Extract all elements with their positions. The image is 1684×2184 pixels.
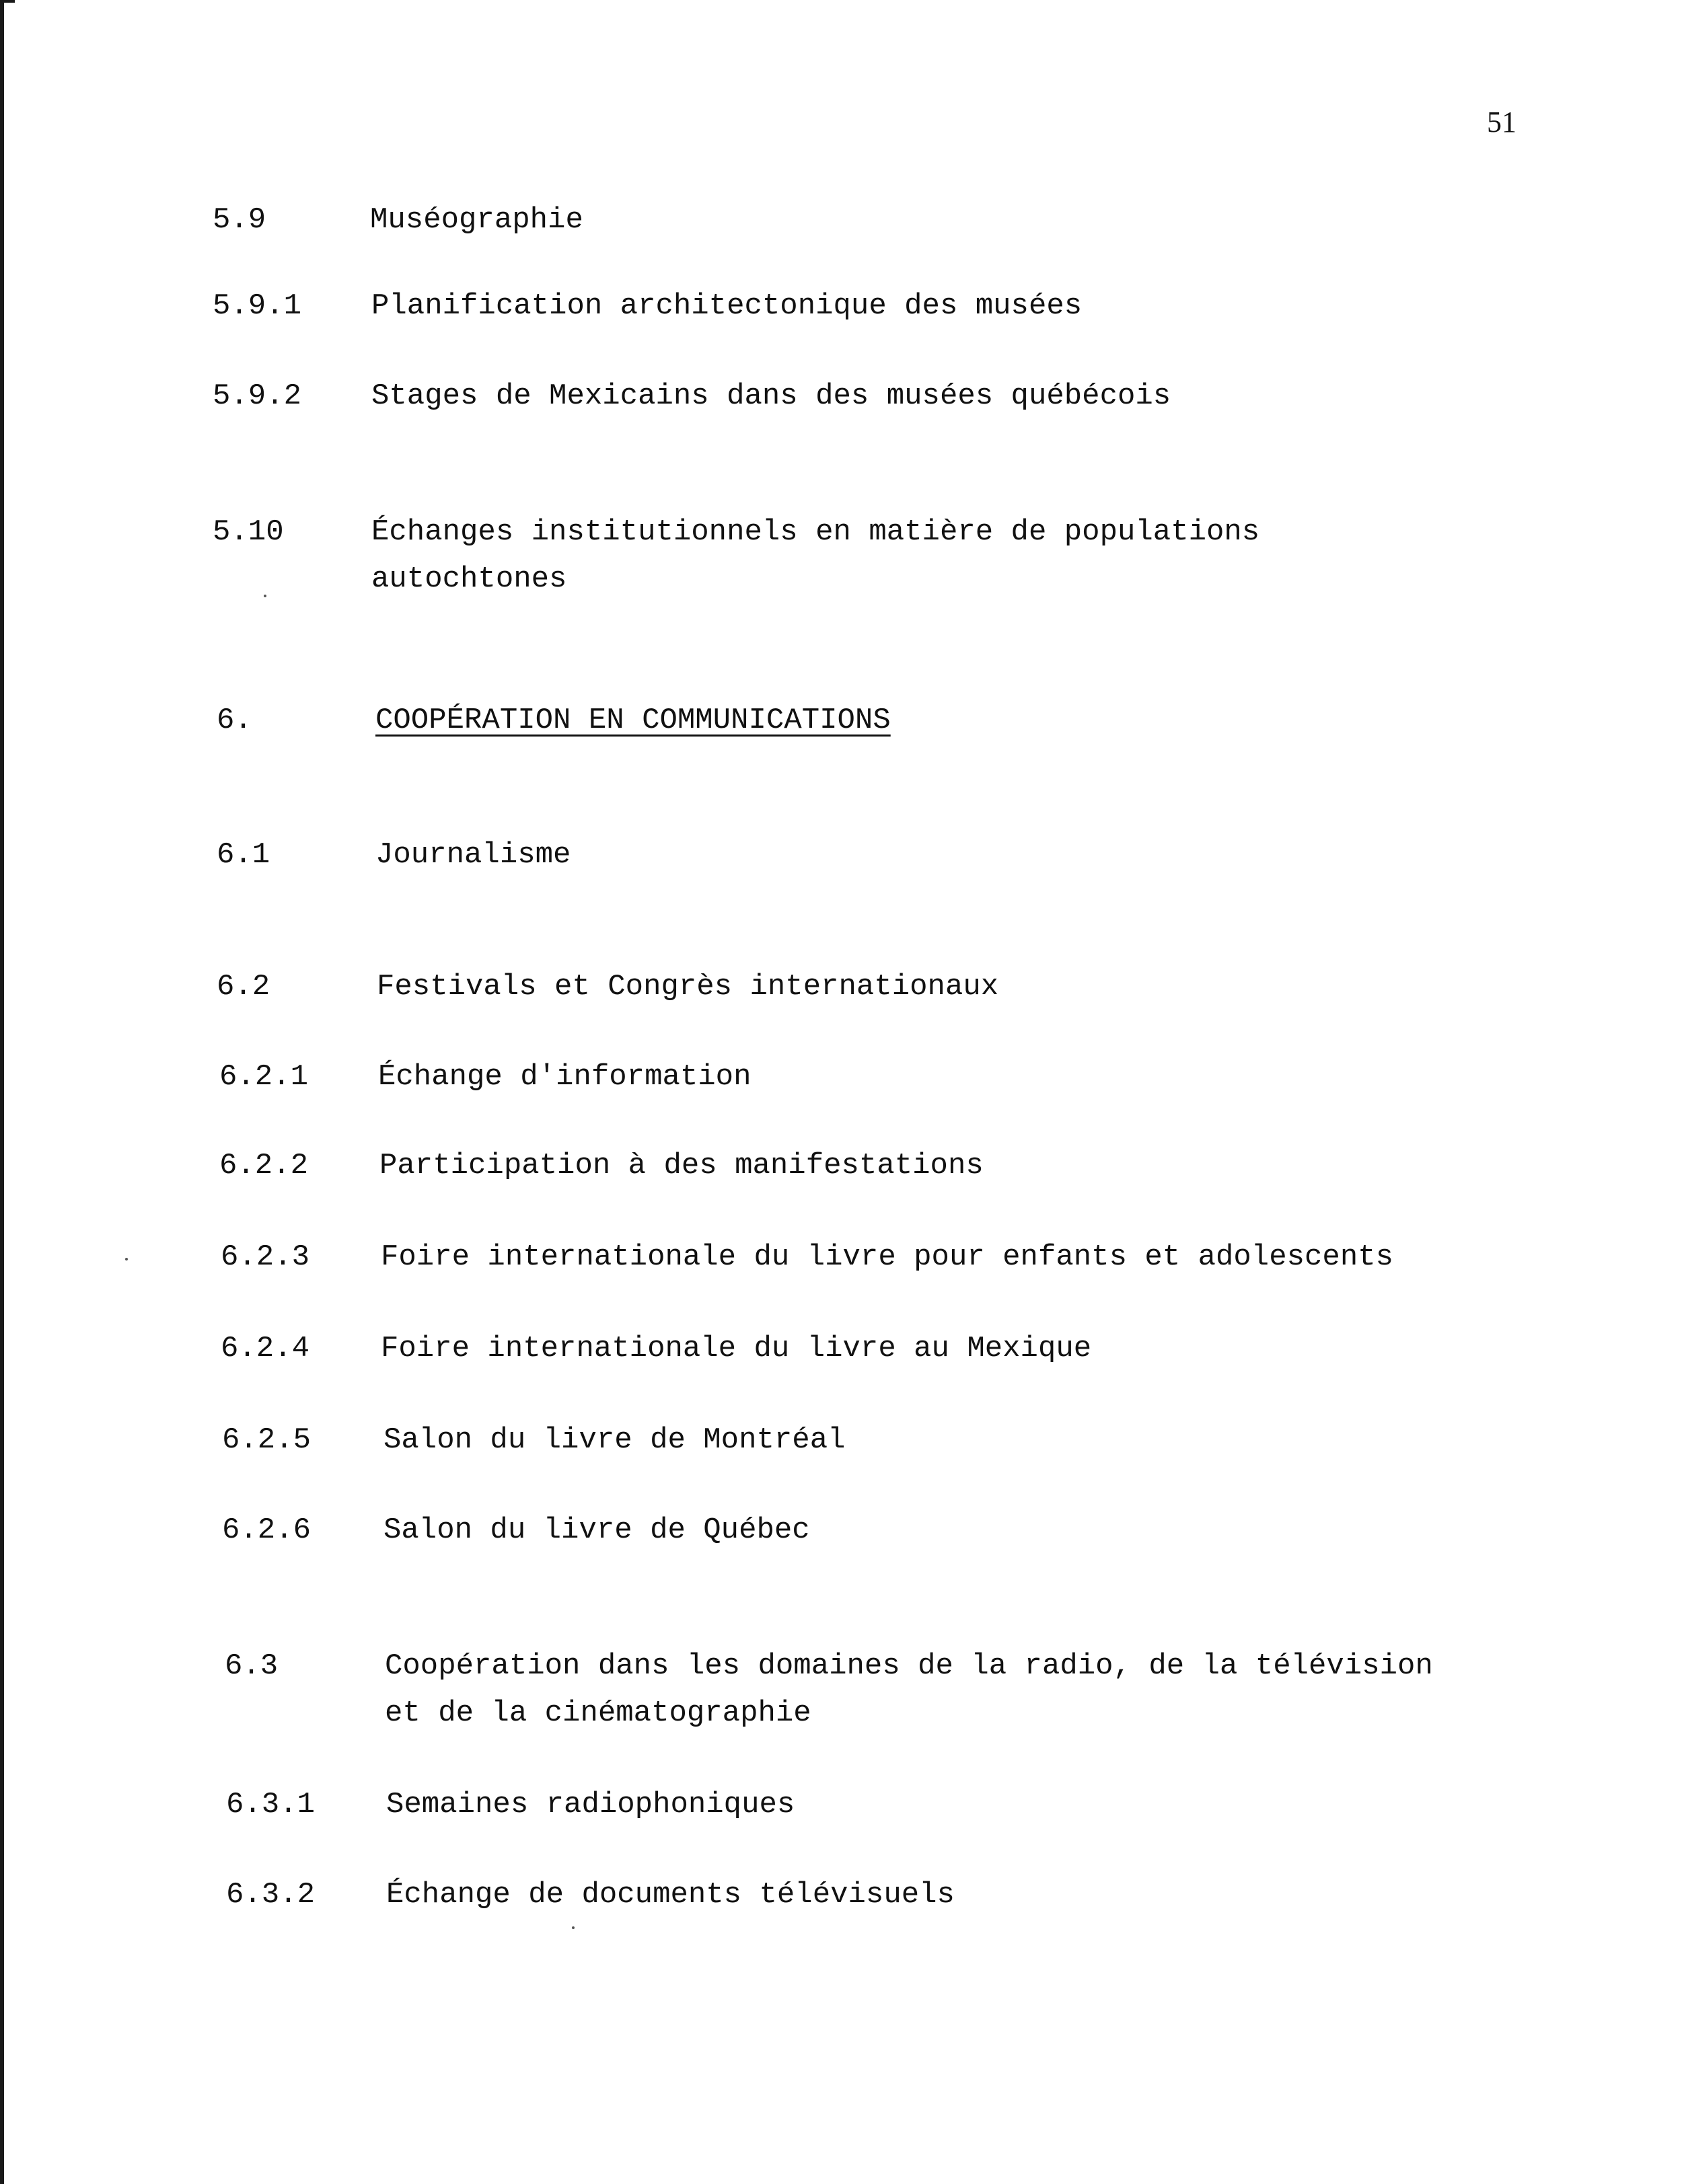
entry-title: Salon du livre de Montréal <box>383 1423 846 1457</box>
page-left-border-tick <box>0 0 15 3</box>
scan-speck <box>264 595 266 597</box>
section-number: 6. <box>217 704 252 737</box>
entry-number: 5.9.2 <box>213 379 302 413</box>
entry-number: 6.3.1 <box>226 1788 316 1821</box>
entry-title: Salon du livre de Québec <box>383 1513 810 1547</box>
entry-number: 6.2.1 <box>219 1060 309 1094</box>
entry-number: 6.2.6 <box>222 1513 312 1547</box>
entry-title: Foire internationale du livre pour enfants et adolescents <box>381 1240 1394 1274</box>
entry-number: 5.10 <box>213 515 284 549</box>
entry-number: 6.2.2 <box>219 1149 309 1182</box>
scan-speck <box>572 1926 575 1929</box>
entry-number: 6.3 <box>225 1649 279 1683</box>
entry-title: Échange d'information <box>378 1060 752 1094</box>
entry-number: 6.2.5 <box>222 1423 312 1457</box>
entry-title: Participation à des manifestations <box>379 1149 984 1182</box>
entry-number: 6.2 <box>217 970 270 1004</box>
entry-title: Échanges institutionnels en matière de populations autochtones <box>371 515 1260 596</box>
entry-number: 5.9.1 <box>213 289 302 323</box>
entry-title: Échange de documents télévisuels <box>386 1878 955 1912</box>
entry-title: Planification architectonique des musées <box>371 289 1083 323</box>
entry-title: Journalisme <box>375 838 571 872</box>
page-left-border <box>0 0 4 2184</box>
entry-title: Stages de Mexicains dans des musées québécois <box>371 379 1171 413</box>
entry-title: Semaines radiophoniques <box>386 1788 795 1821</box>
entry-title: Muséographie <box>370 203 583 237</box>
entry-title: Coopération dans les domaines de la radio, de la télévision et de la cinématographie <box>385 1649 1433 1730</box>
entry-number: 6.2.3 <box>221 1240 310 1274</box>
entry-title: Festivals et Congrès internationaux <box>377 970 999 1004</box>
section-heading: COOPÉRATION EN COMMUNICATIONS <box>375 704 891 737</box>
entry-title: Foire internationale du livre au Mexique <box>381 1332 1092 1365</box>
page-number: 51 <box>1487 106 1516 139</box>
entry-number: 6.3.2 <box>226 1878 316 1912</box>
scan-speck <box>125 1258 128 1260</box>
entry-number: 6.1 <box>217 838 270 872</box>
entry-number: 6.2.4 <box>221 1332 310 1365</box>
entry-number: 5.9 <box>213 203 266 237</box>
